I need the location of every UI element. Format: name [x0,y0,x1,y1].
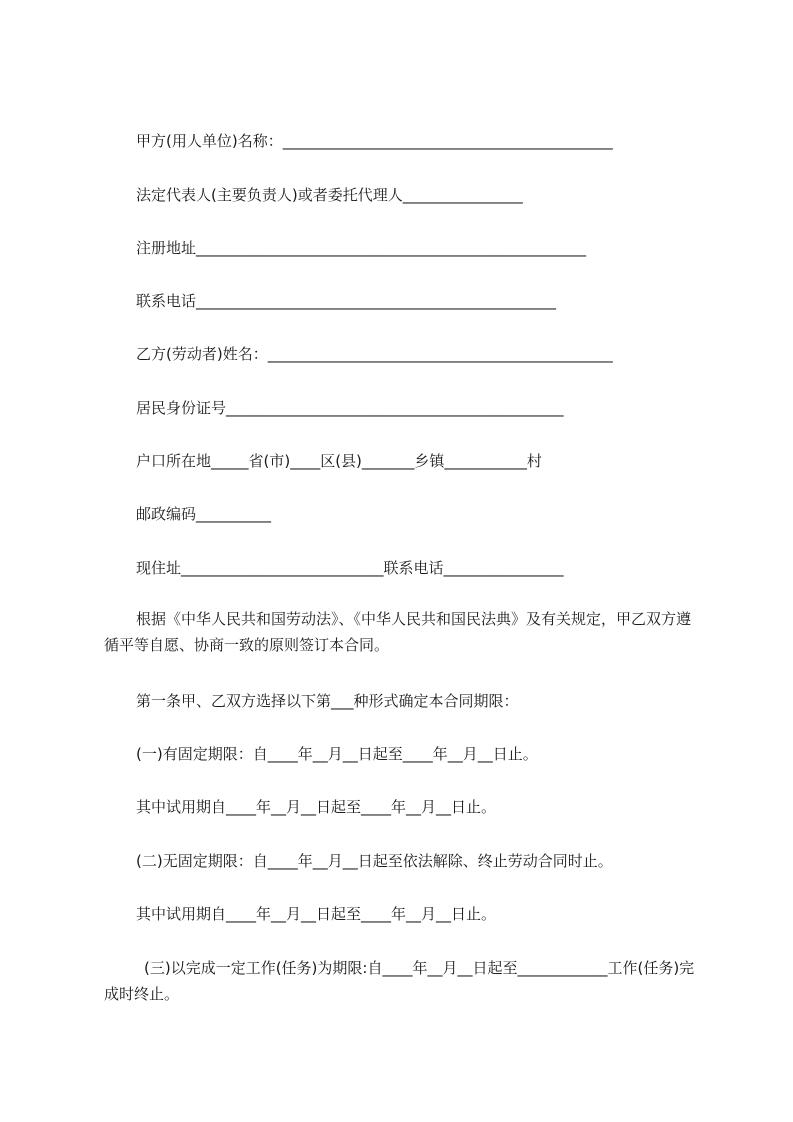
party-b-current-address-line: 现住址___________________________联系电话________________ [136,559,564,577]
party-a-address-line: 注册地址____________________________________________________ [136,239,587,257]
article1-option3: (三)以完成一定工作(任务)为期限:自____年__月__日起至____________工作(任务)完成时终止。 [104,959,695,1003]
article1-title: 第一条甲、乙双方选择以下第___种形式确定本合同期限： [136,692,519,710]
party-b-name-line: 乙方(劳动者)姓名：______________________________________________ [136,345,613,363]
preamble-paragraph: 根据《中华人民共和国劳动法》、《中华人民共和国民法典》及有关规定，甲乙双方遵循平等自愿、协商一致的原则签订本合同。 [104,610,692,654]
party-b-postal-code-line: 邮政编码__________ [136,505,272,523]
party-a-representative-line: 法定代表人(主要负责人)或者委托代理人________________ [136,186,523,204]
article1-option2: (二)无固定期限：自____年__月__日起至依法解除、终止劳动合同时止。 [136,852,613,870]
party-a-name-line: 甲方(用人单位)名称：____________________________________________ [136,132,613,150]
party-a-phone-line: 联系电话________________________________________________ [136,292,557,310]
article1-option1-probation: 其中试用期自____年__月__日起至____年__月__日止。 [136,798,497,816]
party-b-household-line: 户口所在地_____省(市)____区(县)_______乡镇___________村 [136,452,542,470]
party-b-id-line: 居民身份证号_____________________________________________ [136,399,564,417]
article1-option2-probation: 其中试用期自____年__月__日起至____年__月__日止。 [136,905,497,923]
article1-option1: (一)有固定期限：自____年__月__日起至____年__月__日止。 [136,745,538,763]
